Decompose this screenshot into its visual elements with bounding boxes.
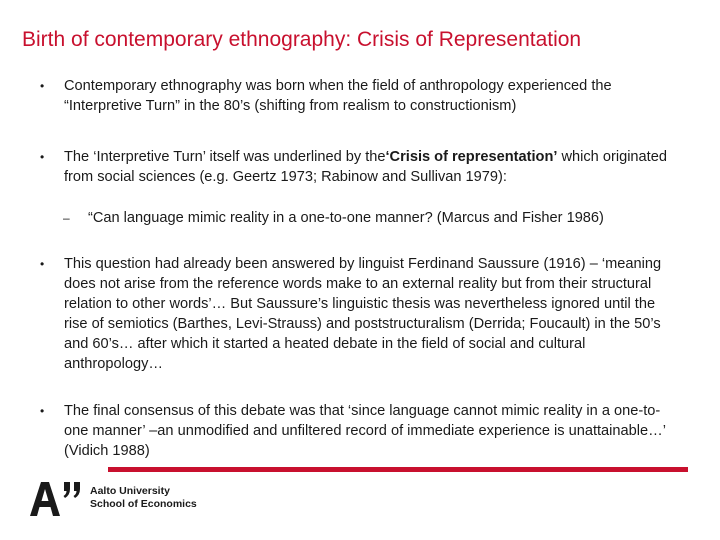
bullet-item xyxy=(30,76,680,116)
aalto-a-icon xyxy=(30,479,86,517)
footer-divider xyxy=(108,467,688,472)
bullet-marker: • xyxy=(40,257,45,271)
sub-bullet-item xyxy=(30,208,680,228)
bullet-marker: • xyxy=(40,150,45,164)
bullet-text: The ‘Interpretive Turn’ itself was underlined by the xyxy=(64,149,386,165)
bullet-bold-text: ‘Crisis of representation’ xyxy=(385,149,558,165)
sub-bullet-text: “Can language mimic reality in a one-to-one manner? (Marcus and Fisher 1986) xyxy=(88,210,604,226)
bullet-item xyxy=(30,254,680,374)
slide-title: Birth of contemporary ethnography: Crisis of Representation xyxy=(22,28,582,51)
dash-marker: – xyxy=(63,211,70,225)
bullet-text: The final consensus of this debate was that ‘since language cannot mimic reality in a one-to-one manner’ –an unmodified and unfiltered record of immediate experience is unattainable…’ (Vidich 1988) xyxy=(64,403,666,459)
bullet-text: This question had already been answered by linguist Ferdinand Saussure (1916) – ‘meaning does not arise from the reference words make to an external reality but from their structural relation to other words’… But Saussure’s linguistic thesis was nevertheless ignored until the rise of semiotics (Barthes, Levi-Strauss) and poststructuralism (Derrida; Foucault) in the 50’s and 60’s… after which it started a heated debate in the field of social and cultural anthropology… xyxy=(64,256,662,372)
logo-line-university: Aalto University xyxy=(90,485,170,497)
bullet-list xyxy=(30,76,680,461)
bullet-text: which originated from social sciences (e.g. Geertz 1973; Rabinow and Sullivan 1979): xyxy=(64,149,667,185)
bullet-marker: • xyxy=(40,79,45,93)
bullet-item xyxy=(30,401,680,461)
bullet-item xyxy=(30,147,680,187)
aalto-logo xyxy=(30,479,210,519)
logo-text xyxy=(90,485,197,511)
bullet-marker: • xyxy=(40,404,45,418)
bullet-text: Contemporary ethnography was born when the field of anthropology experienced the “Interpretive Turn” in the 80’s (shifting from realism to constructionism) xyxy=(64,78,612,114)
logo-line-school: School of Economics xyxy=(90,498,197,510)
